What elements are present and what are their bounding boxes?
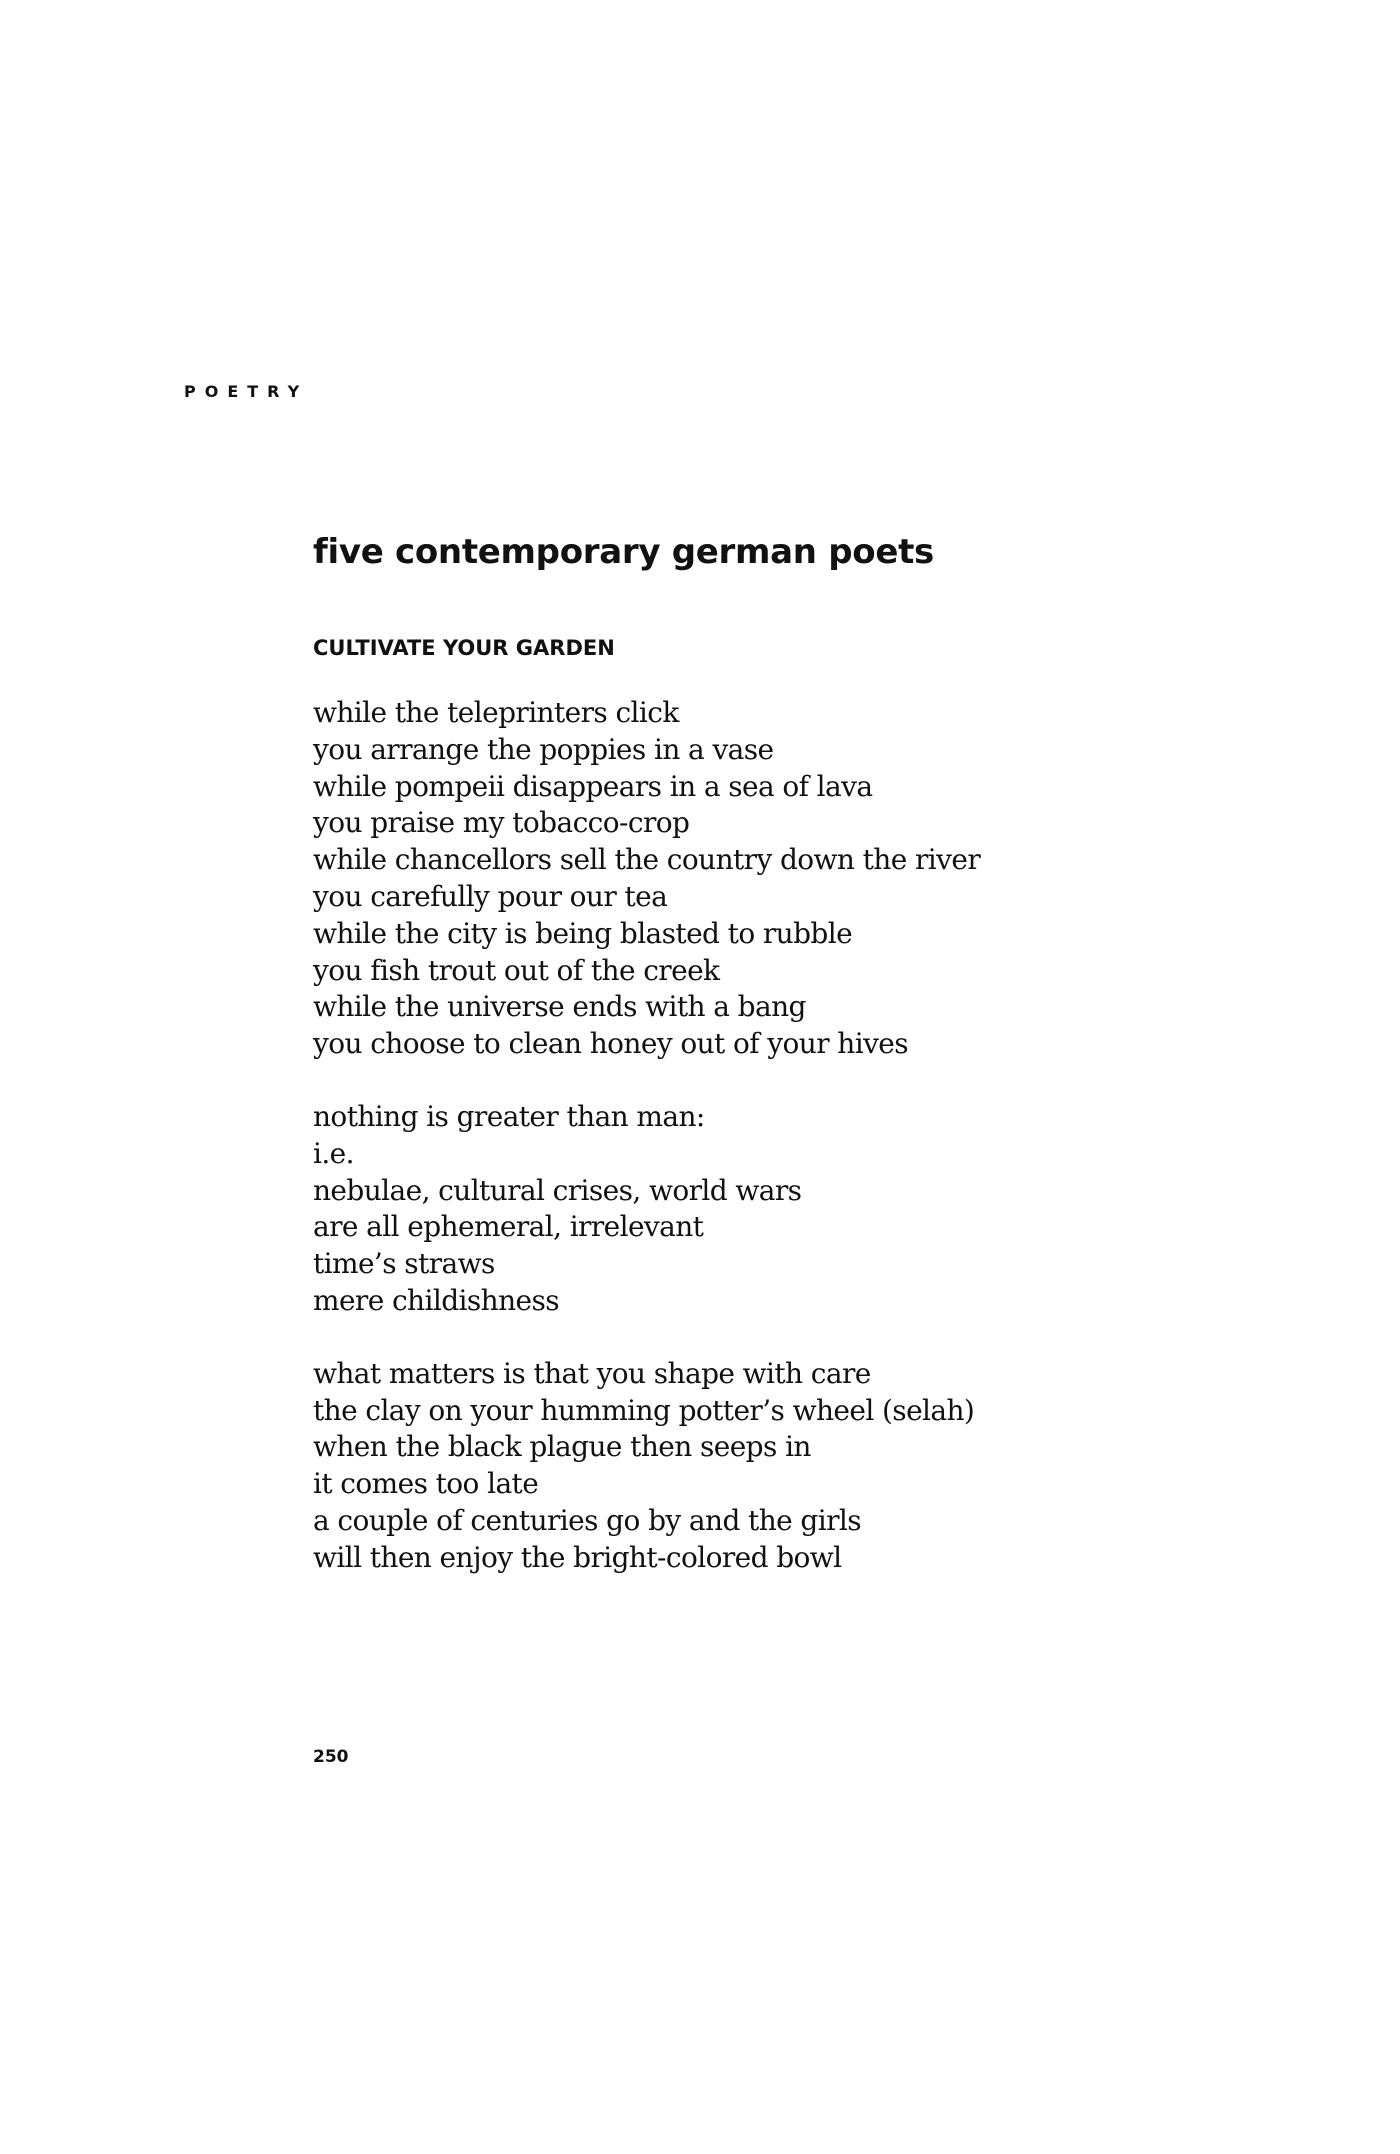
poem-line: you carefully pour our tea: [313, 879, 668, 913]
poem-line: are all ephemeral, irrelevant: [313, 1210, 704, 1244]
poem-line: you choose to clean honey out of your hives: [313, 1027, 909, 1061]
page-number: 250: [313, 1747, 349, 1767]
poem-line: the clay on your humming potter’s wheel (selah): [313, 1393, 975, 1427]
poem-line: it comes too late: [313, 1467, 539, 1501]
poem-line: while the universe ends with a bang: [313, 990, 806, 1024]
poem-line: you fish trout out of the creek: [313, 953, 720, 987]
poem-line: will then enjoy the bright-colored bowl: [313, 1540, 842, 1574]
poem-line: what matters is that you shape with care: [313, 1356, 871, 1390]
poem-line: while the teleprinters click: [313, 696, 679, 729]
poem-stanza-1: [313, 695, 1313, 1063]
poem-line: while the city is being blasted to rubble: [313, 916, 853, 950]
poem-line: while pompeii disappears in a sea of lava: [313, 769, 873, 803]
running-head: POETRY: [184, 382, 309, 401]
poem-line: nebulae, cultural crises, world wars: [313, 1173, 802, 1207]
poem-stanza-3: [313, 1356, 1313, 1577]
section-title: five contemporary german poets: [313, 532, 934, 572]
poem-line: while chancellors sell the country down the river: [313, 843, 981, 877]
poem-line: when the black plague then seeps in: [313, 1430, 811, 1464]
poem-line: you arrange the poppies in a vase: [313, 732, 774, 766]
poem-line: time’s straws: [313, 1247, 495, 1281]
poem-title: CULTIVATE YOUR GARDEN: [313, 636, 615, 660]
page-content: [313, 524, 1313, 1577]
poem-line: a couple of centuries go by and the girls: [313, 1503, 862, 1537]
poem-line: nothing is greater than man:: [313, 1099, 705, 1133]
poem-line: i.e.: [313, 1136, 354, 1170]
poem-line: you praise my tobacco-crop: [313, 806, 690, 840]
poem-stanza-2: [313, 1099, 1313, 1320]
poem-line: mere childishness: [313, 1283, 560, 1317]
